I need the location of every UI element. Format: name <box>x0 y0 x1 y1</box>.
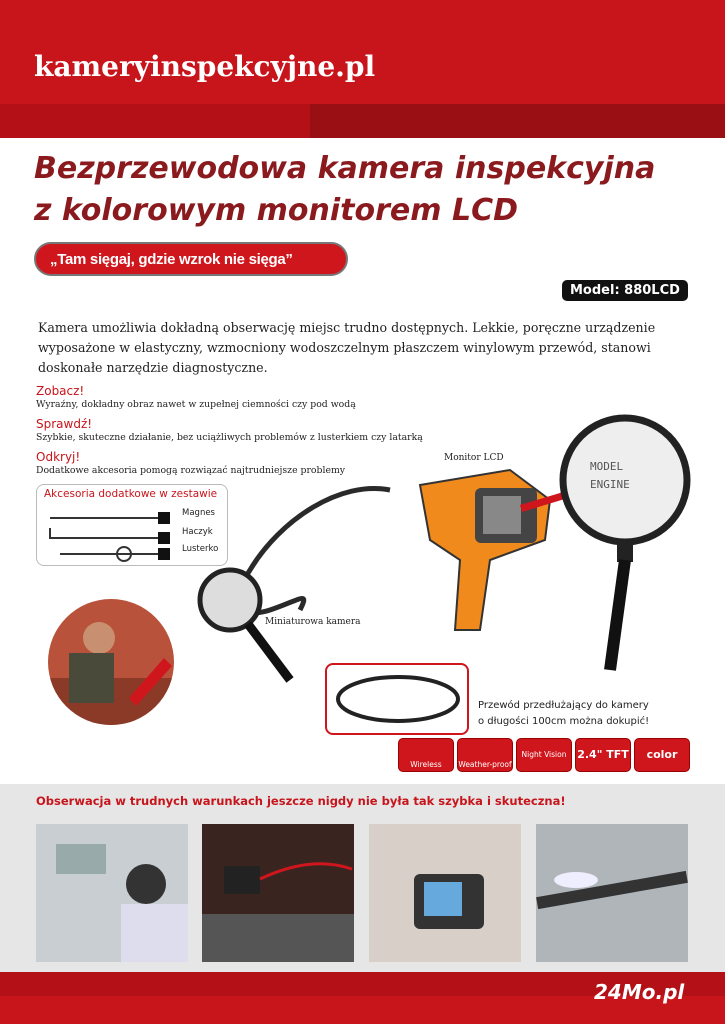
accessory-magnet: Magnes <box>182 508 215 518</box>
header-lower-band-dark <box>310 104 725 138</box>
extension-text <box>478 698 708 730</box>
usage-photo-screen <box>369 824 521 962</box>
accessories-illustration <box>40 502 180 564</box>
title-line-2: z kolorowym monitorem LCD <box>34 193 519 228</box>
intro-paragraph: Kamera umożliwia dokładną obserwację miejsc trudno dostępnych. Lekkie, poręczne urządzenie wyposażone w elastyczny, wzmocniony wodoszczelnym płaszczem winylowym przewód, stanowi doskonałe narzędzie diagnostyczne. <box>38 320 656 375</box>
badge-wireless <box>398 738 454 772</box>
model-badge: Model: 880LCD <box>562 280 688 301</box>
usage-photo-engine <box>536 824 688 962</box>
slogan-badge: „Tam sięgaj, gdzie wzrok nie sięga” <box>34 242 348 276</box>
usage-photo-device <box>202 824 354 962</box>
extension-text-line-2: o długości 100cm można dokupić! <box>478 716 650 727</box>
badge-color <box>634 738 690 772</box>
usage-heading: Obserwacja w trudnych warunkach jeszcze nigdy nie była tak szybka i skuteczna! <box>36 794 566 808</box>
page-title <box>34 148 694 232</box>
badge-tft-label: 2.4" TFT <box>577 748 629 761</box>
badge-wireless-label: Wireless <box>410 760 442 769</box>
feature-heading-discover: Odkryj! <box>36 450 81 464</box>
feature-text-check: Szybkie, skuteczne działanie, bez uciążliwych problemów z lusterkiem czy latarką <box>36 432 423 443</box>
badge-night-vision <box>516 738 572 772</box>
feature-text-discover: Dodatkowe akcesoria pomogą rozwiązać najtrudniejsze problemy <box>36 465 346 476</box>
usage-photo-ceiling <box>36 824 188 962</box>
feature-heading-see: Zobacz! <box>36 384 85 398</box>
svg-text:ENGINE: ENGINE <box>590 478 630 491</box>
camera-label: Miniaturowa kamera <box>265 617 361 627</box>
feature-text-see: Wyraźny, dokładny obraz nawet w zupełnej ciemności czy pod wodą <box>36 399 356 410</box>
svg-text:MODEL: MODEL <box>590 460 624 473</box>
badge-weatherproof <box>457 738 513 772</box>
worker-photo <box>44 598 179 726</box>
accessory-mirror: Lusterko <box>182 544 219 554</box>
badge-color-label: color <box>646 748 678 761</box>
site-name[interactable]: kameryinspekcyjne.pl <box>34 50 376 83</box>
extension-text-line-1: Przewód przedłużający do kamery <box>478 700 649 711</box>
footer-logo[interactable]: 24Mo.pl <box>594 980 685 1004</box>
badge-weatherproof-label: Weather-proof <box>458 760 512 769</box>
accessory-hook: Haczyk <box>182 527 213 537</box>
badge-tft <box>575 738 631 772</box>
title-line-1: Bezprzewodowa kamera inspekcyjna <box>34 151 656 186</box>
accessories-heading: Akcesoria dodatkowe w zestawie <box>44 488 218 500</box>
feature-heading-check: Sprawdź! <box>36 417 93 431</box>
monitor-label: Monitor LCD <box>444 453 504 463</box>
badge-night-vision-label: Night Vision <box>521 750 567 759</box>
extension-cable-image <box>330 668 465 730</box>
